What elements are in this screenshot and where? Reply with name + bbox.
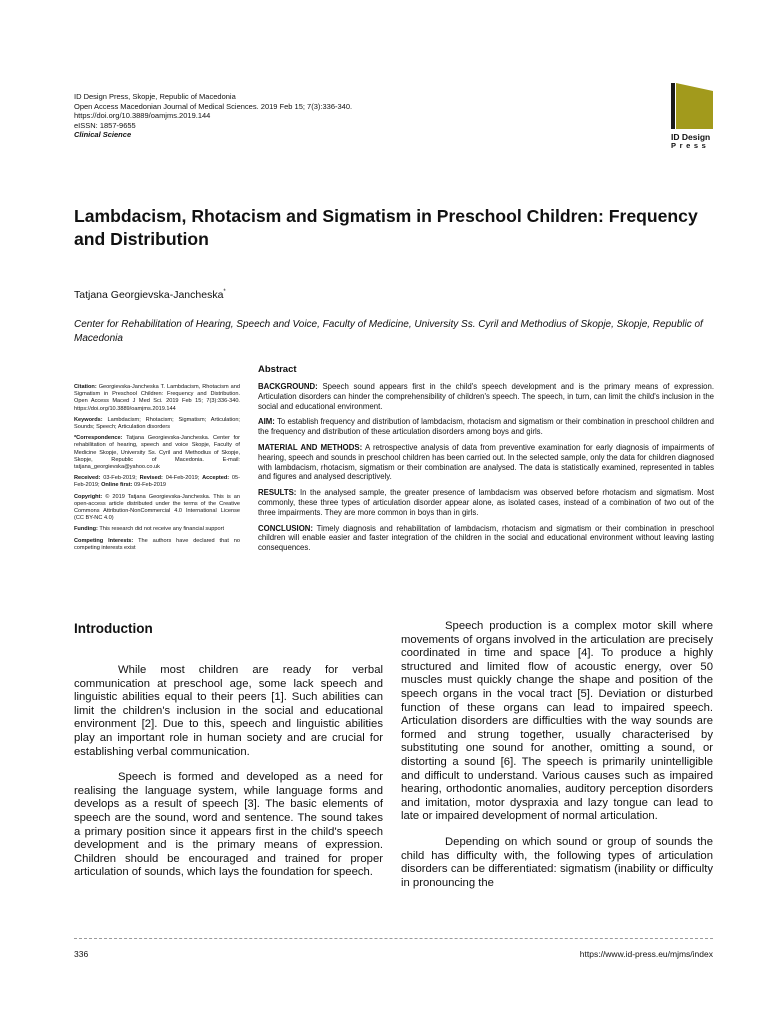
section-label: Clinical Science bbox=[74, 130, 132, 139]
abstract-heading: Abstract bbox=[258, 364, 297, 375]
abstract-background: BACKGROUND: Speech sound appears first in the child's speech development and is the primary means of expression. Articulation disorders can hinder the comprehensibility of children's speech. The speech, in turn, can limit the child's inclusion in the social and educational environment. bbox=[258, 382, 714, 411]
keywords-info: Keywords: Lambdacism; Rhotacism; Sigmatism; Articulation; Sounds; Speech; Articulation disorders bbox=[74, 416, 240, 431]
journal-citation-line: Open Access Macedonian Journal of Medical Sciences. 2019 Feb 15; 7(3):336-340. bbox=[74, 101, 353, 111]
correspondence-info: *Correspondence: Tatjana Georgievska-Jancheska. Center for rehabilitation of hearing, speech and voice Skopje, Faculty of Medicine Skopje, University Ss. Cyril and Methodius of Skopje, Skopje, Republic of Macedonia. E-mail: tatjana_georgievska@yahoo.co.uk bbox=[74, 435, 241, 471]
author-name: Tatjana Georgievska-Jancheska bbox=[74, 289, 224, 301]
article-title: Lambdacism, Rhotacism and Sigmatism in Preschool Children: Frequency and Distribution bbox=[74, 206, 698, 249]
abstract-results: RESULTS: In the analysed sample, the greater presence of lambdacism was observed before rhotacism and sigmatism. Most commonly, these three types of articulation disorder appear alone, as isolated cases, instead of a combination of two out of the three impairments. They are more common in boys than in girls. bbox=[258, 488, 714, 517]
page-number: 336 bbox=[74, 949, 89, 959]
body-left-column bbox=[74, 620, 383, 892]
logo-text-line2: Press bbox=[671, 141, 710, 150]
competing-interests-info: Competing Interests: The authors have declared that no competing interests exist bbox=[74, 537, 240, 551]
dates-info: Received: 03-Feb-2019; Revised: 04-Feb-2019; Accepted: 05-Feb-2019; Online first: 09-Feb-2019 bbox=[74, 475, 240, 489]
publisher-line: ID Design Press, Skopje, Republic of Macedonia bbox=[74, 92, 236, 101]
abstract-aim: AIM: To establish frequency and distribution of lambdacism, rhotacism and sigmatism or their combination in preschool children and the frequency and distribution of these articulation disorders among boys and girls. bbox=[258, 417, 714, 437]
body-paragraph: While most children are ready for verbal communication at preschool age, some lack speech and linguistic abilities equal to their peers [1]. Such abilities can limit the children's inclusion in the social and educational environment [2]. Due to this, speech and linguistic abilities play an important role in human society and are crucial for establishing verbal communication. bbox=[74, 664, 383, 758]
logo-text-line1: ID Design bbox=[671, 132, 711, 142]
body-paragraph: Depending on which sound or group of sounds the child has difficulty with, the following types of articulation disorders can be differentiated: sigmatism (inability or difficulty in pronouncing the bbox=[401, 835, 713, 889]
abstract-body bbox=[258, 382, 714, 559]
copyright-info: Copyright: © 2019 Tatjana Georgievska-Jancheska. This is an open-access article distributed under the terms of the Creative Commons Attribution-NonCommercial 4.0 International License (CC BY-NC 4.0) bbox=[74, 493, 240, 522]
body-left-text bbox=[74, 664, 383, 880]
footer-divider bbox=[74, 938, 713, 939]
journal-header bbox=[74, 92, 594, 140]
body-paragraph: Speech production is a complex motor skill where movements of organs involved in the articulation are precisely coordinated in time and space [4]. To produce a highly structured and limited flow of acoustic energy, over 50 muscles must quickly change the shape and position of the speech organs in the vocal tract [5]. Deviation or disturbed function of these organs can lead to impaired speech. Articulation disorders are difficulties with the way sounds are formed and strung together, usually characterised by substituting one sound for another, omitting a sound, or distorting a sound [6]. The speech is primarily unintelligible and difficult to understand. Various causes such as impaired hearing, orthodontic anomalies, auditory perception disorders and imitation, motor dyspraxia and lazy tongue can lead to late or impaired development of normal articulation. bbox=[401, 620, 713, 823]
footer-url-link[interactable]: https://www.id-press.eu/mjms/index bbox=[579, 949, 713, 959]
article-info-sidebar bbox=[74, 384, 240, 556]
funding-info: Funding: This research did not receive any financial support bbox=[74, 526, 225, 533]
abstract-conclusion: CONCLUSION: Timely diagnosis and rehabilitation of lambdacism, rhotacism and sigmatism or their combination in preschool children will enable easier and faster integration of the children in the social and educational environment without leaving lasting consequences. bbox=[258, 523, 715, 553]
introduction-heading: Introduction bbox=[74, 621, 153, 636]
logo-mark-icon bbox=[671, 81, 715, 131]
abstract-methods: MATERIAL AND METHODS: A retrospective analysis of data from preventive examination for early diagnosis of impairments of hearing, speech and sounds in preschool children has been carried out. In the selected sample, only the data for children diagnosed with lambdacism, rhotacism, sigmatism or their combination are analysed. The data is statistically examined, represented in tables and figures and analysed descriptively. bbox=[258, 442, 714, 482]
citation-info: Citation: Georgievska-Jancheska T. Lambdacism, Rhotacism and Sigmatism in Preschool Children: Frequency and Distribution. Open Access Maced J Med Sci. 2019 Feb 15; 7(3):336-340. https://doi.org/10.3889/oamjms.2019.144 bbox=[74, 384, 240, 412]
body-right-text bbox=[401, 620, 713, 890]
doi-link[interactable]: https://doi.org/10.3889/oamjms.2019.144 bbox=[74, 111, 211, 120]
eissn-line: eISSN: 1857-9655 bbox=[74, 120, 136, 130]
body-paragraph: Speech is formed and developed as a need for realising the language system, while language forms and develops as a result of speech [3]. The basic elements of speech are the sound, word and sentence. The sound takes a primary position since it appears first in the child's speech development and is the primary means of expression. Children should be encouraged and trained for proper articulation of sounds, which lays the foundation for speech. bbox=[74, 771, 383, 879]
id-design-press-logo bbox=[671, 81, 715, 153]
author-mark: * bbox=[223, 289, 226, 295]
author-line bbox=[74, 286, 226, 302]
author-affiliation: Center for Rehabilitation of Hearing, Speech and Voice, Faculty of Medicine, University Ss. Cyril and Methodius of Skopje, Skopje, Republic of Macedonia bbox=[74, 319, 703, 344]
body-right-column bbox=[401, 620, 713, 902]
